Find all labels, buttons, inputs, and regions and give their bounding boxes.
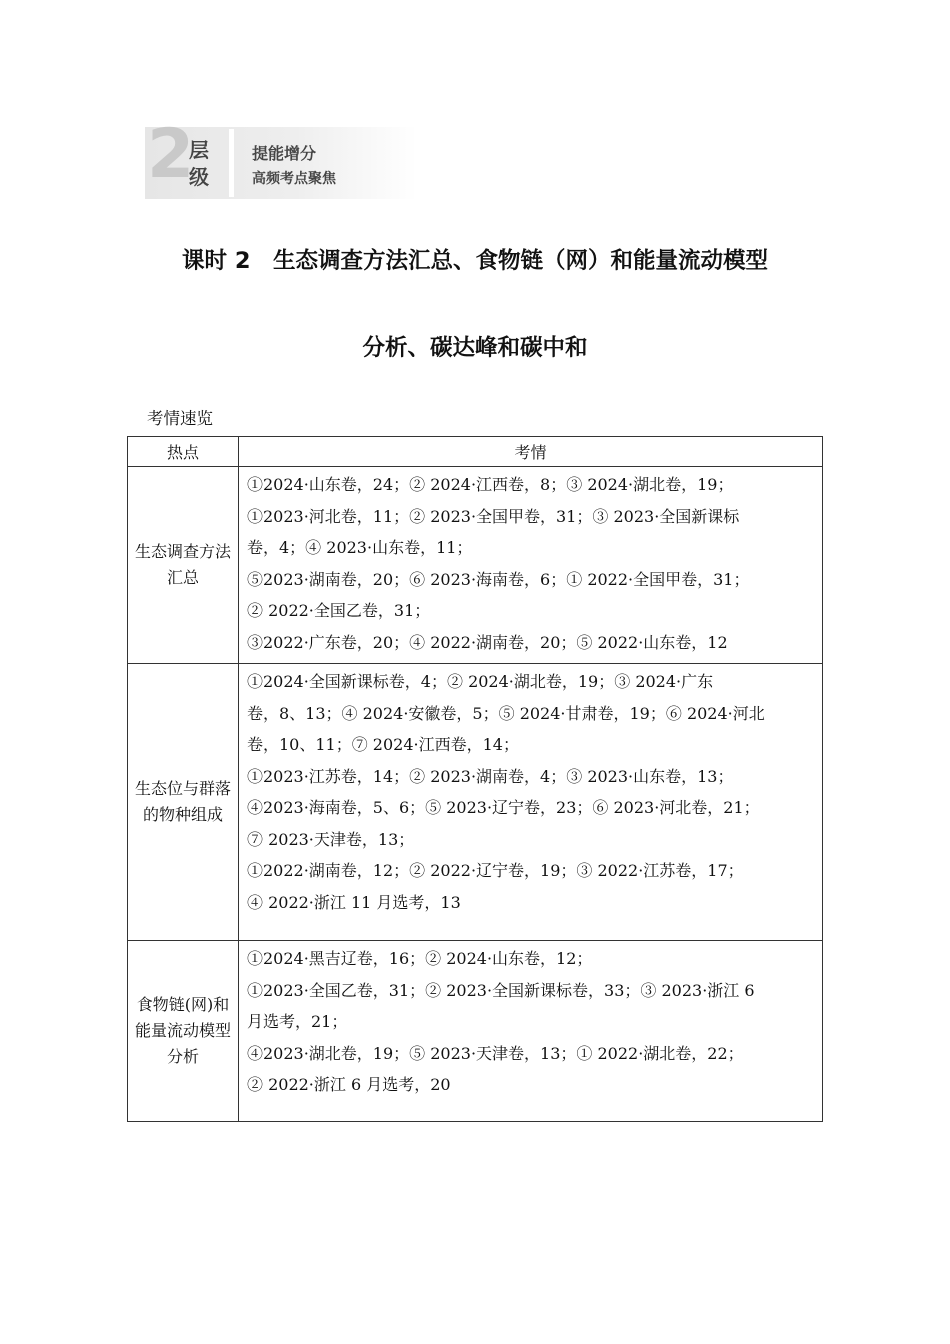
detail-line: ④2023·湖北卷，19；⑤ 2023·天津卷，13；① 2022·湖北卷，22；	[247, 1043, 744, 1063]
detail-line: ①2024·全国新课标卷，4；② 2024·湖北卷，19；③ 2024·广东	[247, 672, 714, 691]
table-row	[128, 467, 823, 664]
detail-line: 卷，4；④ 2023·山东卷，11；	[247, 538, 473, 557]
detail-line: 卷，10、11；⑦ 2024·江西卷，14；	[247, 735, 519, 754]
topic-cell: 食物链(网)和能量流动模型分析	[128, 941, 239, 1122]
detail-line: ①2022·湖南卷，12；② 2022·辽宁卷，19；③ 2022·江苏卷，17；	[247, 861, 744, 880]
table-row	[128, 664, 823, 941]
detail-line: ①2023·江苏卷，14；② 2023·湖南卷，4；③ 2023·山东卷，13；	[247, 766, 734, 786]
detail-line: ③2022·广东卷，20；④ 2022·湖南卷，20；⑤ 2022·山东卷，12	[247, 632, 728, 652]
detail-line: ② 2022·浙江 6 月选考，20	[247, 1075, 451, 1094]
details-cell	[239, 467, 823, 664]
banner-subtitle-1: 提能增分	[252, 144, 317, 163]
detail-line: ①2024·黑吉辽卷，16；② 2024·山东卷，12；	[247, 949, 593, 968]
banner-subtitle-2: 高频考点聚焦	[252, 171, 336, 187]
topic-cell: 生态位与群落的物种组成	[128, 664, 239, 941]
detail-line: ④ 2022·浙江 11 月选考，13	[247, 892, 461, 912]
detail-line: 卷，8、13；④ 2024·安徽卷，5；⑤ 2024·甘肃卷，19；⑥ 2024·河北	[247, 703, 765, 723]
table-row	[128, 941, 823, 1122]
lesson-title-line-2: 分析、碳达峰和碳中和	[362, 335, 588, 361]
topic-cell: 生态调查方法汇总	[128, 467, 239, 664]
detail-line: 月选考，21；	[247, 1012, 348, 1031]
detail-line: ①2023·全国乙卷，31；② 2023·全国新课标卷，33；③ 2023·浙江 6	[247, 980, 755, 1000]
detail-line: ①2024·山东卷，24；② 2024·江西卷，8；③ 2024·湖北卷，19；	[247, 475, 734, 494]
section-label: 考情速览	[147, 409, 213, 428]
banner-number: 2	[147, 115, 195, 194]
header-topic: 热点	[128, 437, 239, 467]
detail-line: ⑤2023·湖南卷，20；⑥ 2023·海南卷，6；① 2022·全国甲卷，31；	[247, 569, 750, 589]
header-details: 考情	[239, 437, 823, 467]
details-cell	[239, 941, 823, 1122]
level-banner	[145, 115, 417, 199]
details-cell	[239, 664, 823, 941]
detail-line: ④2023·海南卷，5、6；⑤ 2023·辽宁卷，23；⑥ 2023·河北卷，21；	[247, 798, 760, 817]
detail-line: ①2023·河北卷，11；② 2023·全国甲卷，31；③ 2023·全国新课标	[247, 506, 740, 526]
detail-line: ⑦ 2023·天津卷，13；	[247, 829, 415, 849]
banner-divider	[229, 129, 234, 197]
exam-overview-table	[127, 436, 823, 1122]
banner-level-label: 层级	[189, 138, 209, 189]
table-header-row	[128, 437, 823, 467]
detail-line: ② 2022·全国乙卷，31；	[247, 601, 431, 620]
lesson-title-line-1: 课时 2 生态调查方法汇总、食物链（网）和能量流动模型	[182, 248, 768, 274]
